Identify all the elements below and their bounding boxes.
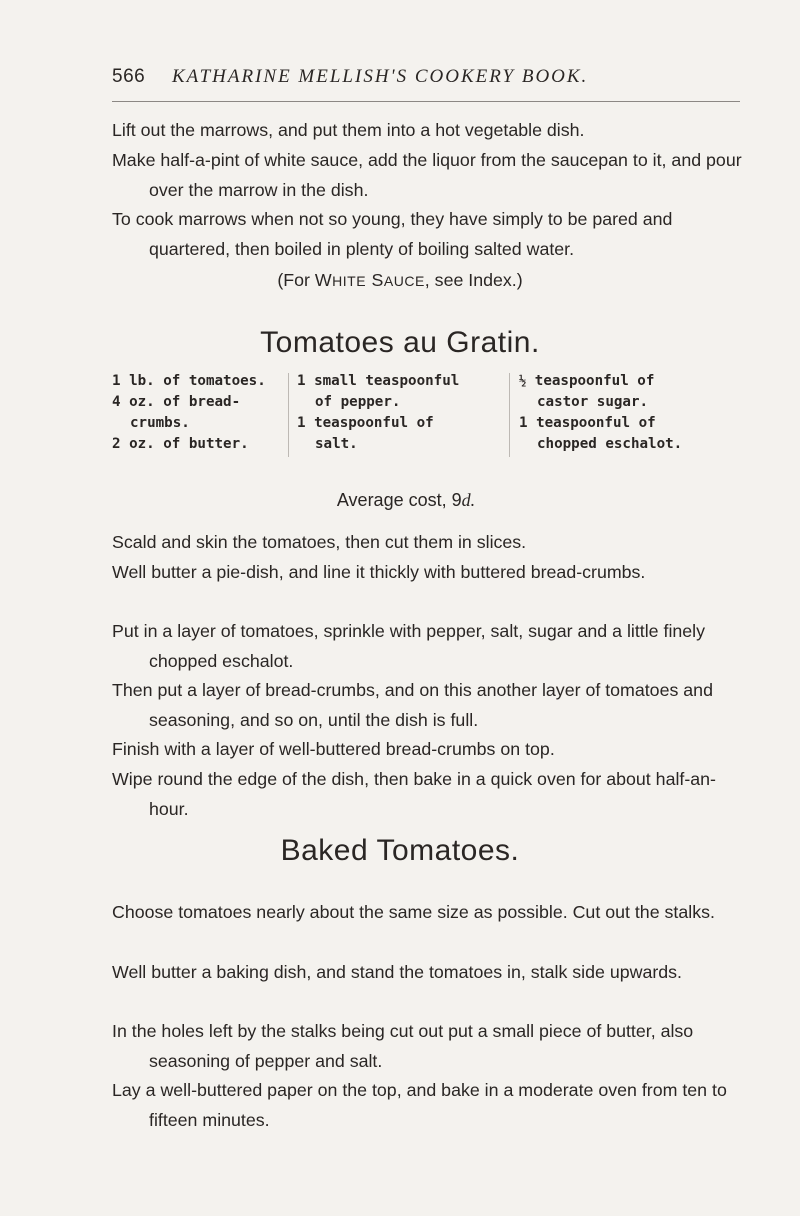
method-step: [112, 735, 742, 765]
ingredients-column: [297, 371, 459, 455]
method-step: [112, 676, 742, 735]
ingredient-line: 1 lb. of tomatoes.: [112, 373, 266, 389]
step-text: Put in a layer of tomatoes, sprinkle with pepper, salt, sugar and a little finely chopped eschalot.: [112, 621, 706, 671]
cost-unit: d.: [461, 490, 476, 510]
paragraph-text: Lift out the marrows, and put them into a hot vegetable dish.: [112, 120, 585, 140]
method-step: [112, 528, 742, 558]
ingredient-line: salt.: [315, 436, 358, 452]
recipe-title: Tomatoes au Gratin.: [260, 326, 540, 359]
intro-paragraph: [112, 116, 742, 146]
intro-paragraph: [112, 205, 742, 264]
step-text: Lay a well-buttered paper on the top, and bake in a moderate oven from ten to fifteen minutes.: [112, 1080, 727, 1130]
method-step: [112, 1017, 742, 1076]
ingredient-line: of pepper.: [315, 394, 401, 410]
xref-small-caps: WHITE SAUCE: [314, 270, 425, 290]
xref-before: (For: [277, 270, 315, 290]
recipe-title: Baked Tomatoes.: [280, 834, 520, 867]
method-step: [112, 558, 742, 588]
step-text: In the holes left by the stalks being cut out put a small piece of butter, also seasoning of pepper and salt.: [112, 1021, 694, 1071]
paragraph-text: To cook marrows when not so young, they have simply to be pared and quartered, then boiled in plenty of boiling salted water.: [112, 209, 673, 259]
column-divider: [509, 373, 510, 457]
ingredient-line: 1 teaspoonful of: [297, 415, 434, 431]
xref-after: , see Index.): [424, 270, 523, 290]
ingredient-line: 1 small teaspoonful: [297, 373, 460, 389]
ingredient-line: 2 oz. of butter.: [112, 436, 249, 452]
step-text: Well butter a pie-dish, and line it thickly with buttered bread-crumbs.: [112, 562, 646, 582]
average-cost: [0, 490, 800, 511]
paragraph-text: Make half-a-pint of white sauce, add the liquor from the saucepan to it, and pour over the marrow in the dish.: [112, 150, 742, 200]
step-text: Finish with a layer of well-buttered bread-crumbs on top.: [112, 739, 555, 759]
fraction: ½: [519, 374, 527, 388]
step-text: Choose tomatoes nearly about the same size as possible. Cut out the stalks.: [112, 902, 715, 922]
book-title: KATHARINE MELLISH'S COOKERY BOOK.: [172, 66, 589, 87]
cross-reference: [0, 270, 800, 291]
intro-paragraph: [112, 146, 742, 205]
ingredients-column: [112, 371, 266, 455]
page-number: 566: [112, 66, 146, 87]
ingredient-line: 1 teaspoonful of: [519, 415, 656, 431]
step-text: Then put a layer of bread-crumbs, and on this another layer of tomatoes and seasoning, and so on, until the dish is full.: [112, 680, 713, 730]
method-step: [112, 617, 742, 676]
step-text: Well butter a baking dish, and stand the tomatoes in, stalk side upwards.: [112, 962, 682, 982]
ingredient-line: chopped eschalot.: [537, 436, 683, 452]
method-step: [112, 1076, 742, 1135]
method-step: [112, 958, 742, 988]
cost-label: Average cost, 9: [336, 490, 462, 510]
column-divider: [288, 373, 289, 457]
running-head: [112, 66, 740, 96]
method-step: [112, 898, 742, 928]
step-text: Scald and skin the tomatoes, then cut them in slices.: [112, 532, 527, 552]
ingredients-column: [519, 371, 682, 455]
ingredient-line: castor sugar.: [537, 394, 649, 410]
ingredient-line: [519, 371, 682, 392]
method-step: [112, 765, 742, 824]
header-rule: [112, 101, 740, 102]
ingredient-text: teaspoonful of: [526, 373, 655, 389]
step-text: Wipe round the edge of the dish, then bake in a quick oven for about half-an-hour.: [112, 769, 716, 819]
ingredient-line: crumbs.: [130, 415, 190, 431]
ingredient-line: 4 oz. of bread-: [112, 394, 241, 410]
ingredients-list: [112, 371, 752, 479]
